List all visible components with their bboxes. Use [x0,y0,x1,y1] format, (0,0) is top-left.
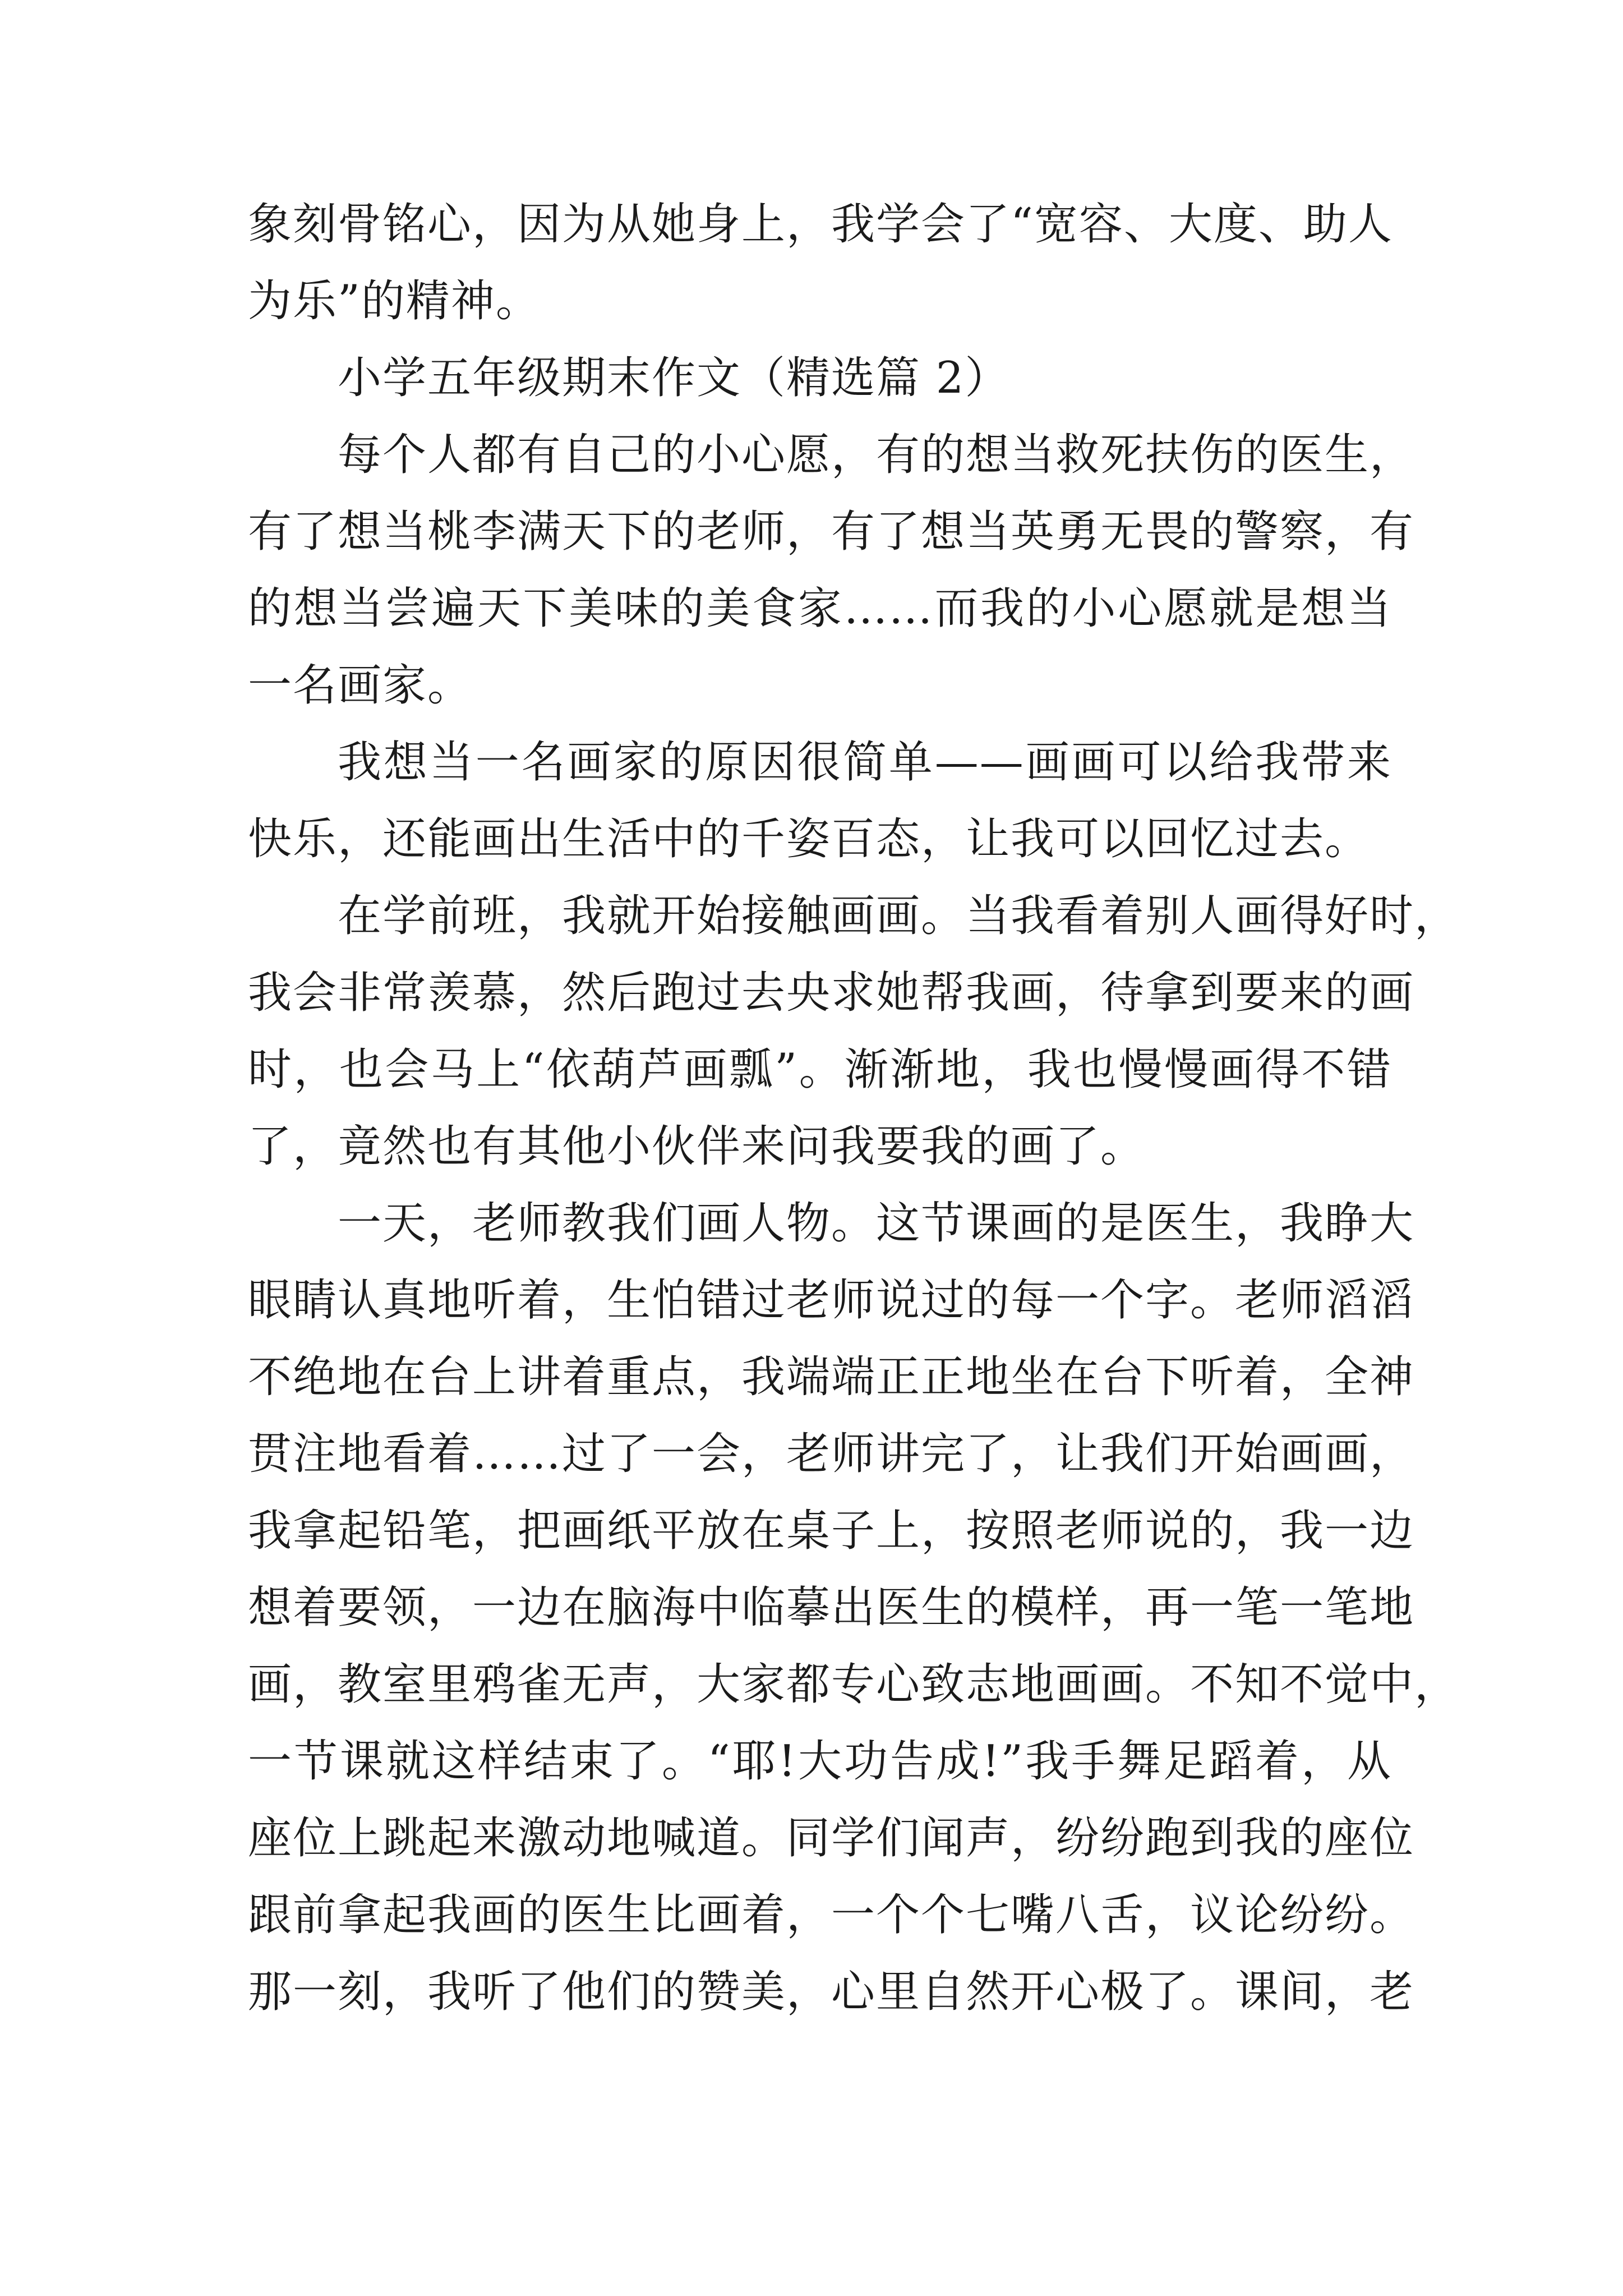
text-line: 一节课就这样结束了。“耶!大功告成!”我手舞足蹈着，从 [248,1736,1392,1787]
text-line: 我想当一名画家的原因很简单——画画可以给我带来 [338,737,1392,788]
text-line: 为乐”的精神。 [248,276,541,326]
text-line: 我会非常羡慕，然后跑过去央求她帮我画，待拿到要来的画 [248,968,1415,1018]
text-line: 在学前班，我就开始接触画画。当我看着别人画得好时， [338,891,1460,941]
text-line: 每个人都有自己的小心愿，有的想当救死扶伤的医生， [338,430,1415,480]
text-line: 的想当尝遍天下美味的美食家……而我的小心愿就是想当 [248,583,1392,634]
text-line: 眼睛认真地听着，生怕错过老师说过的每一个字。老师滔滔 [248,1275,1415,1326]
text-line: 那一刻，我听了他们的赞美，心里自然开心极了。课间，老 [248,1967,1415,2017]
text-line: 座位上跳起来激动地喊道。同学们闻声，纷纷跑到我的座位 [248,1813,1415,1864]
text-line: 一天，老师教我们画人物。这节课画的是医生，我睁大 [338,1198,1415,1249]
text-line: 有了想当桃李满天下的老师，有了想当英勇无畏的警察，有 [248,507,1415,557]
text-line: 了，竟然也有其他小伙伴来问我要我的画了。 [248,1121,1146,1172]
text-line: 一名画家。 [248,660,473,711]
text-line: 画，教室里鸦雀无声，大家都专心致志地画画。不知不觉中， [248,1659,1460,1710]
text-line: 贯注地看着……过了一会，老师讲完了，让我们开始画画， [248,1429,1415,1479]
text-line: 不绝地在台上讲着重点，我端端正正地坐在台下听着，全神 [248,1352,1415,1402]
text-line: 跟前拿起我画的医生比画着，一个个七嘴八舌，议论纷纷。 [248,1890,1415,1940]
text-line: 时，也会马上“依葫芦画瓢”。渐渐地，我也慢慢画得不错 [248,1045,1392,1095]
section-heading: 小学五年级期末作文（精选篇 2） [338,353,1010,403]
text-line: 象刻骨铭心，因为从她身上，我学会了“宽容、大度、助人 [248,199,1393,250]
text-line: 我拿起铅笔，把画纸平放在桌子上，按照老师说的，我一边 [248,1506,1415,1556]
text-line: 想着要领，一边在脑海中临摹出医生的模样，再一笔一笔地 [248,1582,1415,1633]
text-line: 快乐，还能画出生活中的千姿百态，让我可以回忆过去。 [248,814,1370,864]
document-body [248,186,1460,2031]
